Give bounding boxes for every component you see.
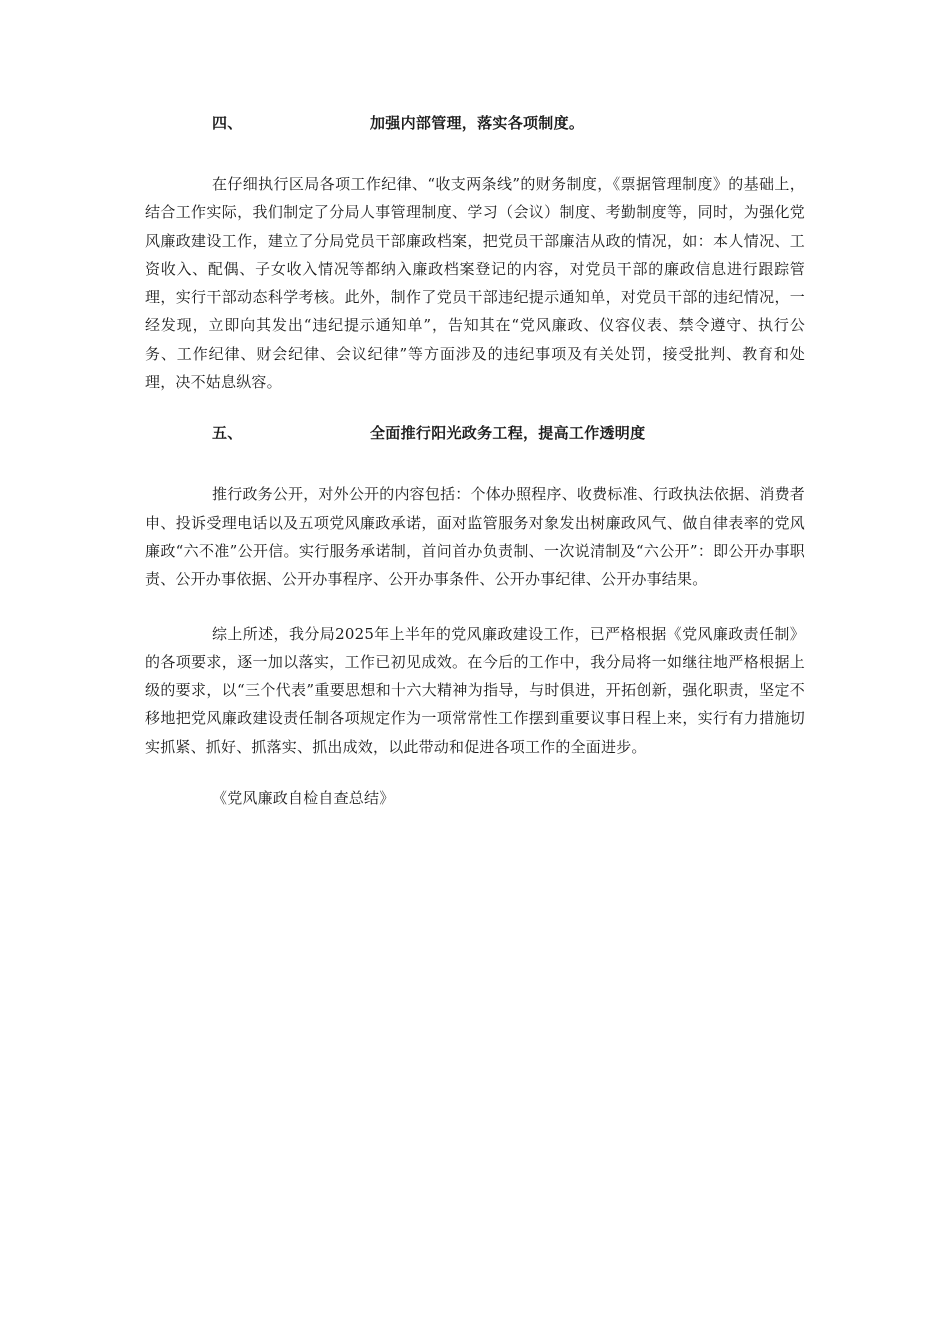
document-title-reference: 《党风廉政自检自查总结》: [212, 789, 395, 808]
section-paragraph: 在仔细执行区局各项工作纪律、“收支两条线”的财务制度，《票据管理制度》的基础上，结合工作实际，我们制定了分局人事管理制度、学习（会议）制度、考勤制度等，同时，为强化党风廉政建设工作，建立了分局党员干部廉政档案，把党员干部廉洁从政的情况，如：本人情况、工资收入、配偶、子女收入情况等都纳入廉政档案登记的内容，对党员干部的廉政信息进行跟踪管理，实行干部动态科学考核。此外，制作了党员干部违纪提示通知单，对党员干部的违纪情况，一经发现，立即向其发出“违纪提示通知单”，告知其在“党风廉政、仪容仪表、禁令遵守、执行公务、工作纪律、财会纪律、会议纪律”等方面涉及的违纪事项及有关处罚，接受批判、教育和处理，决不姑息纵容。: [145, 175, 805, 392]
section-paragraph: 推行政务公开，对外公开的内容包括：个体办照程序、收费标准、行政执法依据、消费者申、投诉受理电话以及五项党风廉政承诺，面对监管服务对象发出树廉政风气、做自律表率的党风廉政“六不准”公开信。实行服务承诺制，首问首办负责制、一次说清制及“六公开”：即公开办事职责、公开办事依据、公开办事程序、公开办事条件、公开办事纪律、公开办事结果。: [145, 485, 805, 589]
section-heading-5: [145, 422, 805, 462]
section-title: 加强内部管理，落实各项制度。: [370, 114, 585, 132]
document-page: [145, 108, 805, 808]
section-number: 五、: [212, 424, 243, 443]
summary-paragraph: 综上所述，我分局2025年上半年的党风廉政建设工作，已严格根据《党风廉政责任制》的各项要求，逐一加以落实，工作已初见成效。在今后的工作中，我分局将一如继往地严格根据上级的要求，以“三个代表”重要思想和十六大精神为指导，与时俱进，开拓创新，强化职责，坚定不移地把党风廉政建设责任制各项规定作为一项常常性工作摆到重要议事日程上来，实行有力措施切实抓紧、抓好、抓落实、抓出成效，以此带动和促进各项工作的全面进步。: [145, 624, 805, 756]
section-heading-4: [145, 112, 805, 152]
section-number: 四、: [212, 114, 243, 132]
section-title: 全面推行阳光政务工程，提高工作透明度: [370, 424, 646, 443]
